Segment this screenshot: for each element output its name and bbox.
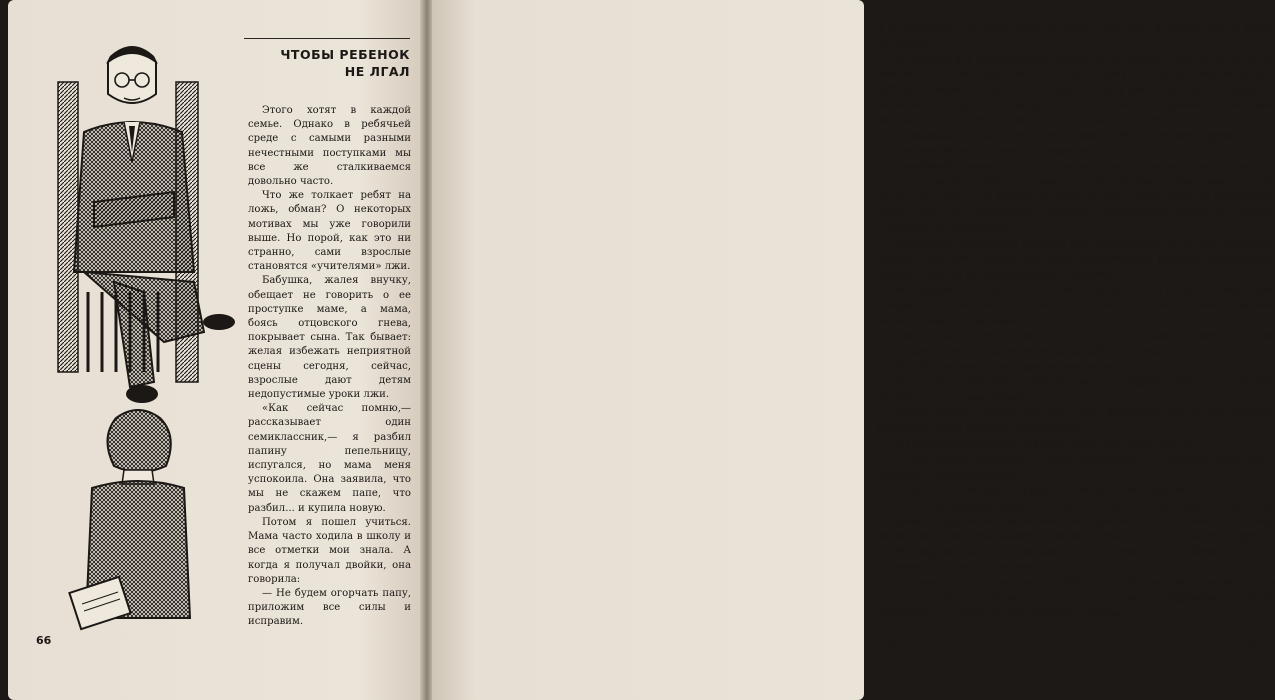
- illustration-man-in-armchair: [44, 42, 234, 407]
- section-title-line: НЕ ЛГАЛ: [344, 64, 410, 79]
- paragraph: Формированию нравственного сознания ребенка такое «открытие» наносит первые удары.: [875, 544, 1275, 574]
- paragraph: Подобная обстановка создает благоприятную почву для ретакого порока, как ложь, обман, оно дает возможность ребенку лавировать, хитрить, что-то не договаривать, скрывать.: [875, 236, 1275, 281]
- paragraph: — Вот бестолковые! Правда? — вторит ему другой.: [895, 483, 1189, 497]
- section-title: [244, 46, 410, 80]
- paragraph: Этого хотят в каждой семье. Однако в ребячьей среде с самыми разными нечестными поступками мы все же сталкиваемся довольно часто.: [248, 105, 411, 188]
- paragraph: Семейный климат плох для воспитания детей не только там, где пьют, ссорятся, грубят, лицемерят, не уважают, обманывают друг друга, но и там, где заботятся лишь о том, чтобы одеть и накормить детей, где нет духовного общения, дружеской близости между старшими и младшими.: [875, 159, 1275, 235]
- paragraph: Потом я пошел учиться. Мама часто ходила в школу и все отметки мои знала. А когда я получал двойки, она говорила:: [248, 516, 411, 585]
- paragraph: Этот маленький диалог полон большого значения. Взрослые продемонстрировали малышам несерьезное отношение к своему решению, слову: оказывается, можно сказать одно, а сделать другое.: [875, 498, 1275, 543]
- paragraph: «Как сейчас помню,— рассказывает один семиклассник,— я разбил папину пепельницу, испугался, но мама меня успокоила. Она заявила, что мы не скажем папе, что разбил... и купила новую.: [248, 403, 411, 514]
- paragraph: Профилактика — это предупреждение.: [895, 359, 1121, 373]
- signature-mark: 3*: [887, 636, 901, 649]
- paragraph: Случаи, когда отец, мать, бабушка обещают малышам что-то купить, почитать, сходить куда-то, а потом не сдерживают своего обещания — очень частое явление в семье.: [875, 575, 1275, 620]
- illustration-boy-hiding-diary: [68, 408, 198, 630]
- left-page: [8, 0, 422, 700]
- paragraph: Я привык все рассказывать маме. Я ее люблю. Люблю и папу, но меньше. В этом году, сам не знаю почему, то ли тут виновата моя любовь к маме, то ли что-то другое, но у меня иногда появляется желание не огорчать и маму. Поэтому я порой скрываю от нее свои двойки и все то плохое, за что ругают меня учителя».: [875, 51, 1275, 127]
- right-text-column: [875, 20, 1275, 621]
- paragraph: Семейный психологический климат! В последнее время такое выражение можно услышать нередко.: [875, 128, 1275, 158]
- page-number-left: 66: [36, 634, 52, 647]
- section-title-line: ЧТОБЫ РЕБЕНОК: [280, 47, 410, 62]
- title-rule: [244, 38, 410, 39]
- right-page: [432, 0, 1275, 700]
- paragraph: — Не будем огорчать папу, приложим все силы и исправим.: [248, 587, 411, 628]
- paragraph: Но бывает и так, что в семье ничего этого нет: семья, как говорят, вполне благополучная, а дети все-таки огорчают своими нечестными поступками.: [875, 282, 1275, 327]
- page-number-right: 67: [1250, 636, 1266, 649]
- paragraph: И я исправлял, а папа никогда ничего не знал и думал, что я учусь без двоек.: [875, 21, 1275, 50]
- paragraph: Из подъезда выходят два мальчика лет пяти-шести.: [895, 436, 1194, 450]
- left-text-column: [248, 104, 411, 630]
- paragraph: Очень многое именно из того, чему взрослые подчас не придают значения, пока ребенок маленький.: [875, 406, 1275, 435]
- paragraph: Что же помогает предупреждать зарождение у ребенка склонности ко лжи, обману?: [875, 375, 1275, 404]
- paragraph: Бабушка, жалея внучку, обещает не говорить о ее проступке маме, а мама, боясь отцовского гнева, покрывает сына. Так бывает: желая избежать неприятной сцены сегодня, сейчас, взрослые дают детям недопустимые уроки лжи.: [248, 275, 411, 401]
- paragraph: Что же толкает ребят на ложь, обман? О некоторых мотивах мы уже говорили выше. Но порой, как это ни странно, сами взрослые становятся «учителями» лжи.: [248, 190, 411, 273]
- paragraph: Секрет здесь чаще всего кроется в отсутствии соответствующей профилактической воспитательной работы в семье.: [875, 329, 1275, 358]
- paragraph: — Не хотели отпускать, а сами отпустили! — говорит один. Он и доволен... и недоумевает...: [875, 452, 1275, 481]
